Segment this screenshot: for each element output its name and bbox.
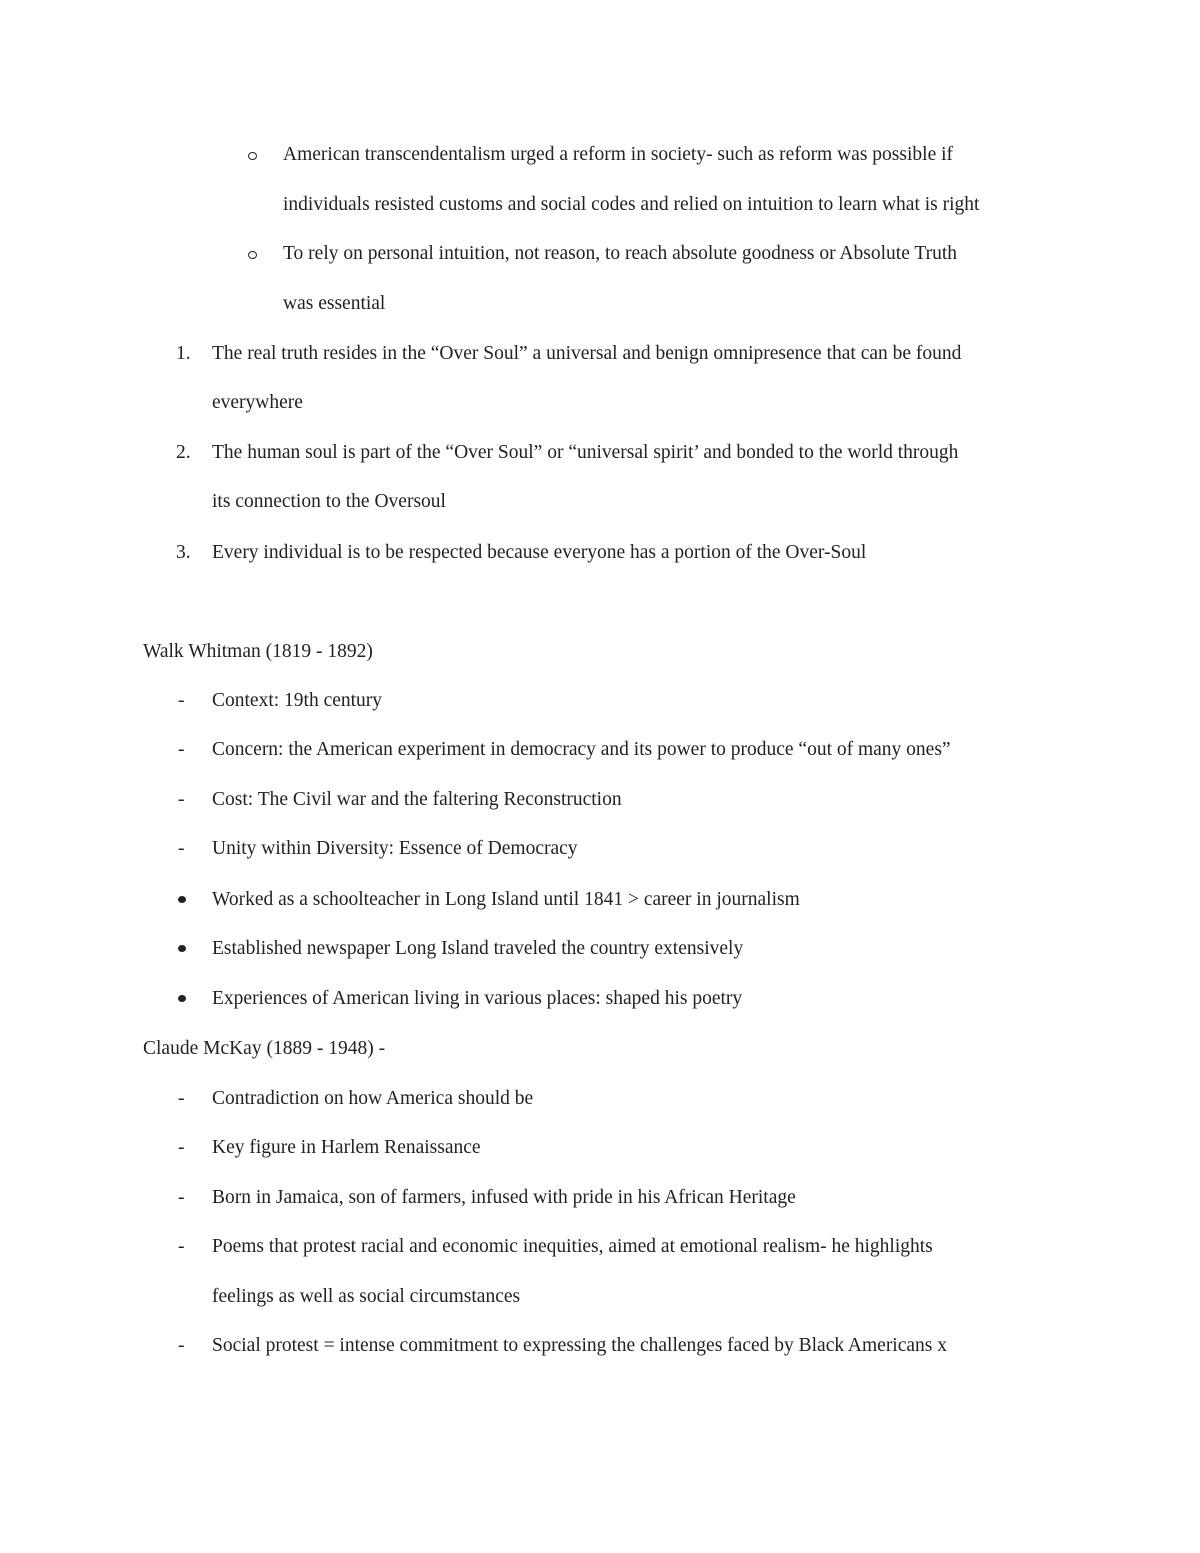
dash-marker: - — [178, 1187, 185, 1208]
list-number: 3. — [176, 542, 191, 563]
sub-bullet-line: individuals resisted customs and social codes and relied on intuition to learn what is right — [283, 194, 980, 215]
dash-marker: - — [178, 1137, 185, 1158]
dot-item-text: Worked as a schoolteacher in Long Island until 1841 > career in journalism — [212, 889, 800, 910]
numbered-item-line: everywhere — [212, 392, 303, 413]
numbered-item-line: The human soul is part of the “Over Soul” or “universal spirit’ and bonded to the world through — [212, 442, 959, 463]
dash-item-text: Social protest = intense commitment to expressing the challenges faced by Black Americans x — [212, 1335, 948, 1356]
dash-item-text: feelings as well as social circumstances — [212, 1286, 521, 1307]
sub-bullet-line: To rely on personal intuition, not reason, to reach absolute goodness or Absolute Truth — [283, 243, 958, 264]
dash-item-text: Key figure in Harlem Renaissance — [212, 1137, 481, 1158]
hollow-circle-bullet-icon — [248, 152, 257, 160]
numbered-item-line: its connection to the Oversoul — [212, 491, 446, 512]
filled-dot-bullet-icon — [178, 896, 186, 903]
dash-marker: - — [178, 690, 185, 711]
dash-item-text: Contradiction on how America should be — [212, 1088, 534, 1109]
dot-item-text: Established newspaper Long Island traveled the country extensively — [212, 938, 744, 959]
list-number: 2. — [176, 442, 191, 463]
numbered-item-line: Every individual is to be respected because everyone has a portion of the Over-Soul — [212, 542, 867, 563]
section-heading-whitman: Walk Whitman (1819 - 1892) — [143, 641, 373, 662]
section-heading-mckay: Claude McKay (1889 - 1948) - — [143, 1038, 386, 1059]
dot-item-text: Experiences of American living in various places: shaped his poetry — [212, 988, 743, 1009]
dash-item-text: Born in Jamaica, son of farmers, infused with pride in his African Heritage — [212, 1187, 796, 1208]
dash-item-text: Cost: The Civil war and the faltering Reconstruction — [212, 789, 622, 810]
dash-item-text: Concern: the American experiment in democracy and its power to produce “out of many ones” — [212, 739, 951, 760]
dash-item-text: Poems that protest racial and economic inequities, aimed at emotional realism- he highlights — [212, 1236, 933, 1257]
dash-marker: - — [178, 1335, 185, 1356]
filled-dot-bullet-icon — [178, 995, 186, 1002]
dash-marker: - — [178, 789, 185, 810]
dash-item-text: Context: 19th century — [212, 690, 383, 711]
dash-item-text: Unity within Diversity: Essence of Democracy — [212, 838, 578, 859]
filled-dot-bullet-icon — [178, 945, 186, 952]
hollow-circle-bullet-icon — [248, 251, 257, 259]
dash-marker: - — [178, 838, 185, 859]
dash-marker: - — [178, 739, 185, 760]
sub-bullet-line: was essential — [283, 293, 386, 314]
sub-bullet-line: American transcendentalism urged a reform in society- such as reform was possible if — [283, 144, 954, 165]
list-number: 1. — [176, 343, 191, 364]
dash-marker: - — [178, 1236, 185, 1257]
numbered-item-line: The real truth resides in the “Over Soul” a universal and benign omnipresence that can be found — [212, 343, 962, 364]
dash-marker: - — [178, 1088, 185, 1109]
